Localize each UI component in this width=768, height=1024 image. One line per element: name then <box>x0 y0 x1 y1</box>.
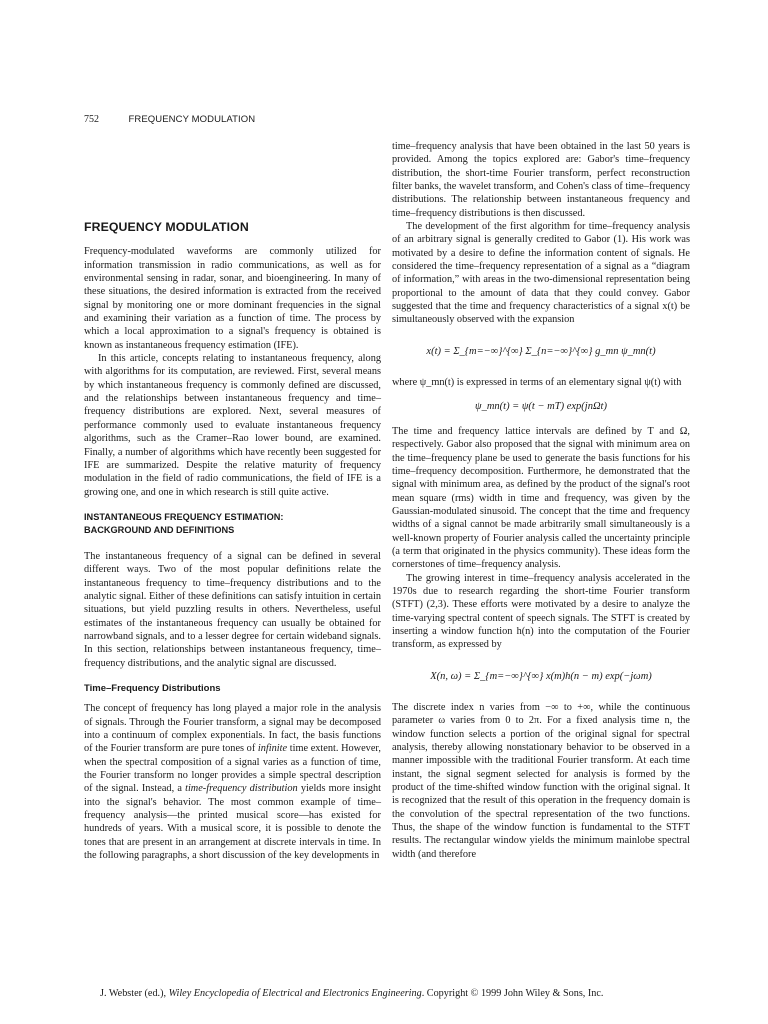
left-column <box>84 140 381 862</box>
section-paragraph: The instantaneous frequency of a signal can be defined in several different ways. Two of the most popular definitions relate the instantaneous frequency to time–frequency distributions and to the analytic signal. Either of these definitions can satisfy intuition in certain situations, but yield puzzling results in others. Nevertheless, useful estimates of the instantaneous frequency can usually be obtained for narrowband signals, and to a lesser degree for certain wideband signals. In this section, relationships between instantaneous frequency, time–frequency distributions, and the analytic signal are discussed. <box>84 550 381 669</box>
subsection-paragraph <box>84 702 381 862</box>
section-heading <box>84 511 381 537</box>
intro-paragraph-2: In this article, concepts relating to instantaneous frequency, along with algorithms for its computation, are reviewed. First, several means by which instantaneous frequency is commonly defined are discussed, and the relationships between instantaneous frequency and time–frequency distributions are explored. Next, several measures of performance commonly used to evaluate instantaneous frequency algorithms, such as the Cramer–Rao lower bound, are examined. Finally, a number of algorithms which have recently been suggested for IFE are summarized. Despite the relative maturity of frequency modulation in the field of radio communications, the field of IFE is a growing one, and one in which research is still quite active. <box>84 353 381 498</box>
running-title: FREQUENCY MODULATION <box>128 114 256 125</box>
right-paragraph-3: where ψ_mn(t) is expressed in terms of an elementary signal ψ(t) with <box>392 377 682 389</box>
article-title: FREQUENCY MODULATION <box>84 220 249 234</box>
right-paragraph-2: The development of the first algorithm for time–frequency analysis of an arbitrary signal is generally credited to Gabor (1). His work was motivated by a desire to define the information content of signals. He considered the time–frequency representation of a signal as a “diagram of information,” with areas in the two-dimensional representation being proportional to the amount of data that they could convey. Gabor suggested that the time and frequency characteristics of a signal x(t) be simultaneously observed with the expansion <box>392 221 690 326</box>
text-run: time extent. However, when the spectral composition of a signal varies as a function of time, the Fourier transform no longer provides a simple spectral description of the signal. Instead, a <box>84 743 381 795</box>
equation-stft: X(n, ω) = Σ_{m=−∞}^{∞} x(m)h(n − m) exp(−jωm) <box>430 670 652 682</box>
running-header <box>84 114 255 125</box>
copyright-footer <box>100 988 603 999</box>
footer-text: J. Webster (ed.), <box>100 988 169 999</box>
text-run: The concept of frequency has long played a major role in the analysis of signals. Through the Fourier transform, a signal may be decomposed into a continuum of complex exponentials. In fact, the basis functions of the Fourier transform are pure tones of <box>84 703 381 755</box>
text-run: yields more insight into the signal's behavior. The most common example of time–frequency analysis—the printed musical score—has existed for hundreds of years. With a musical score, it is possible to denote the tones that are present in an arrangement at discrete intervals in time. In the following paragraphs, a short discussion of the key developments in <box>84 783 381 862</box>
footer-journal: Wiley Encyclopedia of Electrical and Electronics Engineering <box>168 988 422 999</box>
right-paragraph-6: The discrete index n varies from −∞ to +∞, while the continuous parameter ω varies from 0 to 2π. For a fixed analysis time n, the window function selects a portion of the original signal for spectral analysis, thereby allowing nonstationary behavior to be observed in a manner impossible with the traditional Fourier transform. At each time instant, the signal segment selected for analysis is formed by the product of the time-shifted window function with the original signal. It is recognized that the result of this operation in the frequency domain is the convolution of the spectral representation of the two functions. Thus, the shape of the window function is fundamental to the STFT results. The rectangular window yields the minimum mainlobe spectral width (and therefore <box>392 702 690 860</box>
right-paragraph-5: The growing interest in time–frequency analysis accelerated in the 1970s due to research regarding the short-time Fourier transform (STFT) (2,3). These efforts were motivated by a desire to analyze the time-varying spectral content of speech signals. The STFT is created by inserting a window function h(n) into the computation of the Fourier transform, as expressed by <box>392 572 690 651</box>
section-heading-line-2: BACKGROUND AND DEFINITIONS <box>84 524 235 535</box>
footer-text: . Copyright © 1999 John Wiley & Sons, Inc. <box>421 988 604 999</box>
subsection-heading: Time–Frequency Distributions <box>84 682 221 694</box>
right-paragraph-4: The time and frequency lattice intervals are defined by T and Ω, respectively. Gabor also proposed that the signal with minimum area on the time–frequency plane be used to generate the basis functions for his time–frequency decomposition. Furthermore, he demonstrated that the signal with minimum area, as defined by the product of the signal's root mean square (rms) width in time and frequency, was given by the Gaussian-modulated sinusoid. The concept that the time and frequency widths of a signal cannot be made arbitrarily small simultaneously is a well-known property of Fourier analysis called the uncertainty principle (a term that originated in the physics community). These ideas form the cornerstones of time–frequency analysis. <box>392 425 690 571</box>
emphasis-tfd: time-frequency distribution <box>185 783 298 795</box>
page-number: 752 <box>84 114 99 125</box>
right-column <box>392 140 690 861</box>
intro-paragraph-1: Frequency-modulated waveforms are commonly utilized for information transmission in radio communications, as well as for environmental sensing in radar, sonar, and bioengineering. In many of these situations, the desired information is extracted from the received signal by monitoring one or more dominant frequencies in the signal and examining their variation as a function of time. The process by which a local approximation to a signal's frequency is obtained is known as instantaneous frequency estimation (IFE). <box>84 246 381 351</box>
right-paragraph-1: time–frequency analysis that have been obtained in the last 50 years is provided. Among the topics explored are: Gabor's time–frequency distribution, the short-time Fourier transform, perfect reconstruction filter banks, the wavelet transform, and Cohen's class of time–frequency distributions. The relationship between instantaneous frequency and time–frequency distributions is then discussed. <box>392 141 690 219</box>
emphasis-infinite: infinite <box>257 743 288 755</box>
section-heading-line-1: INSTANTANEOUS FREQUENCY ESTIMATION: <box>84 511 284 522</box>
equation-gabor-expansion: x(t) = Σ_{m=−∞}^{∞} Σ_{n=−∞}^{∞} g_mn ψ_mn(t) <box>426 345 656 357</box>
equation-elementary-signal: ψ_mn(t) = ψ(t − mT) exp(jnΩt) <box>475 400 607 412</box>
